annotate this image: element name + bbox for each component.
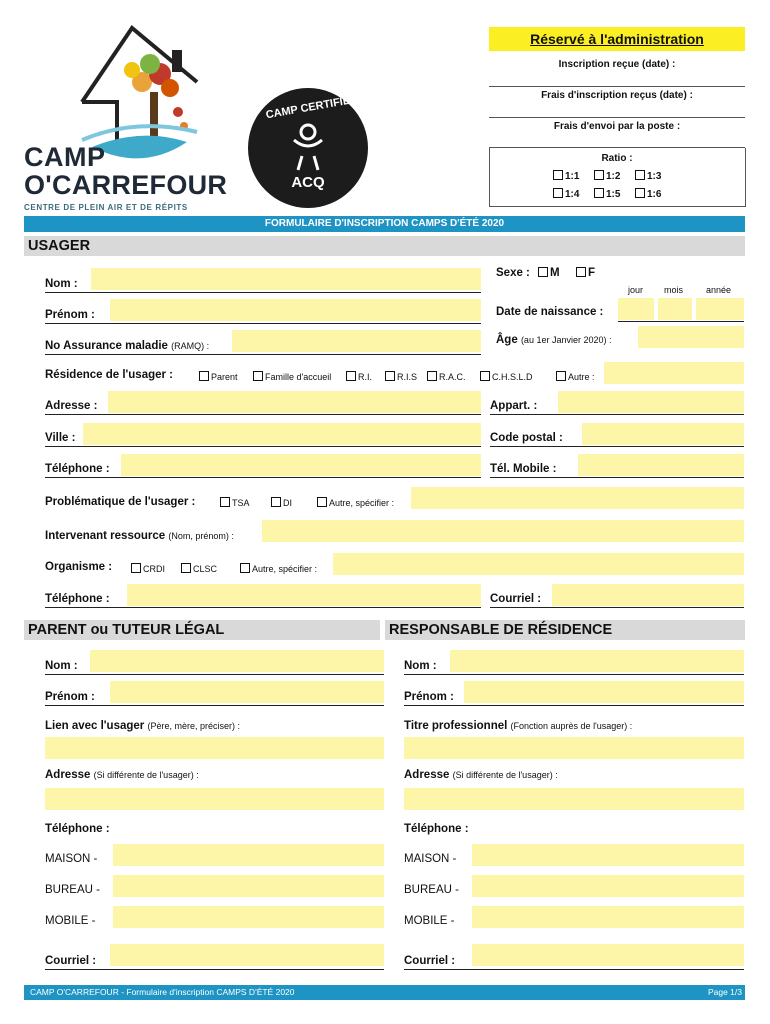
responsable-title: RESPONSABLE DE RÉSIDENCE <box>389 622 613 638</box>
admin-inscription-label: Inscription reçue (date) : <box>558 59 676 70</box>
admin-frais-recus-label: Frais d'inscription reçus (date) : <box>541 90 693 101</box>
resp-bureau-label: BUREAU - <box>404 884 459 896</box>
residence-ris-option[interactable] <box>385 371 417 382</box>
ratio-1-5-label: 1:5 <box>606 189 621 200</box>
admin-ratio-label: Ratio : <box>601 153 633 164</box>
telephone2-line <box>45 607 481 608</box>
naissance-jour-field[interactable] <box>618 298 654 320</box>
organisme-autre-option[interactable] <box>240 563 317 574</box>
usager-nom-label: Nom : <box>45 278 78 290</box>
adresse-line <box>45 414 481 415</box>
parent-nom-label: Nom : <box>45 660 78 672</box>
problematique-label: Problématique de l'usager : <box>45 496 196 508</box>
footer-left-text: CAMP O'CARREFOUR - Formulaire d'inscription CAMPS D'ÉTÉ 2020 <box>30 987 295 997</box>
telephone2-field[interactable] <box>127 584 481 606</box>
ramq-line <box>45 354 481 355</box>
residence-famille-option[interactable] <box>253 371 331 382</box>
titre-label-text: Titre professionnel <box>404 720 508 732</box>
resp-telephone-label: Téléphone : <box>404 823 469 835</box>
parent-title: PARENT ou TUTEUR LÉGAL <box>28 622 225 638</box>
intervenant-label <box>45 530 234 542</box>
person-arms-up-icon <box>288 122 328 172</box>
camp-logo <box>22 22 228 222</box>
adresse-label: Adresse : <box>45 400 98 412</box>
badge-certified-text: CAMP CERTIFIÉ <box>264 94 352 122</box>
age-label-text: Âge <box>496 334 518 346</box>
checkbox-icon <box>635 188 645 198</box>
checkbox-icon <box>553 188 563 198</box>
sexe-label <box>496 267 530 279</box>
ratio-1-3[interactable] <box>635 170 661 182</box>
checkbox-icon <box>253 371 263 381</box>
checkbox-icon <box>480 371 490 381</box>
parent-maison-label: MAISON - <box>45 853 98 865</box>
sexe-f-label: F <box>588 267 596 279</box>
resp-adresse-label-small: (Si différente de l'usager) : <box>452 770 558 780</box>
residence-famille-label: Famille d'accueil <box>265 372 332 382</box>
code-postal-field[interactable] <box>582 423 744 445</box>
checkbox-icon <box>346 371 356 381</box>
checkbox-icon <box>220 497 230 507</box>
appart-line <box>490 414 744 415</box>
ratio-1-1[interactable] <box>553 170 579 182</box>
lien-label-text: Lien avec l'usager <box>45 720 145 732</box>
resp-prenom-line <box>404 705 744 706</box>
problematique-autre-option[interactable] <box>317 497 394 508</box>
code-postal-label: Code postal : <box>490 432 563 444</box>
ratio-1-4[interactable] <box>553 188 579 200</box>
resp-adresse-label <box>404 769 558 781</box>
checkbox-icon <box>317 497 327 507</box>
checkbox-icon <box>635 170 645 180</box>
checkbox-icon <box>240 563 250 573</box>
parent-courriel-line <box>45 969 384 970</box>
ramq-label <box>45 340 209 352</box>
resp-nom-field[interactable] <box>450 650 744 672</box>
sexe-m-option[interactable] <box>538 267 560 279</box>
residence-chsld-label: C.H.S.L.D <box>492 372 533 382</box>
jour-label: jour <box>628 285 644 295</box>
parent-prenom-line <box>45 705 384 706</box>
certified-badge <box>248 88 368 208</box>
usager-section-bar <box>24 236 745 256</box>
residence-ri-option[interactable] <box>346 371 372 382</box>
ratio-1-5[interactable] <box>594 188 620 200</box>
telephone-line <box>45 477 481 478</box>
tel-mobile-label: Tél. Mobile : <box>490 463 557 475</box>
intervenant-label-text: Intervenant ressource <box>45 530 166 542</box>
ratio-1-6[interactable] <box>635 188 661 200</box>
problematique-autre-field[interactable] <box>411 487 744 509</box>
parent-prenom-label: Prénom : <box>45 691 95 703</box>
parent-telephone-label: Téléphone : <box>45 823 110 835</box>
checkbox-icon <box>271 497 281 507</box>
lien-field[interactable] <box>45 737 384 759</box>
ratio-1-2-label: 1:2 <box>606 171 621 182</box>
admin-frais-envoi-label: Frais d'envoi par la poste : <box>553 121 681 132</box>
residence-ris-label: R.I.S <box>397 372 418 382</box>
logo-camp: CAMP <box>24 142 106 172</box>
residence-autre-option[interactable] <box>556 371 595 382</box>
sexe-m-label: M <box>550 267 560 279</box>
residence-ri-label: R.I. <box>358 372 373 382</box>
residence-chsld-option[interactable] <box>480 371 533 382</box>
resp-courriel-line <box>404 969 744 970</box>
footer-page-number: Page 1/3 <box>707 987 742 997</box>
admin-title: Réservé à l'administration <box>530 31 704 47</box>
mois-label: mois <box>664 285 684 295</box>
tel-mobile-line <box>490 477 744 478</box>
parent-adresse-label-text: Adresse <box>45 769 91 781</box>
intervenant-label-small: (Nom, prénom) : <box>168 531 234 541</box>
courriel-field[interactable] <box>552 584 744 606</box>
admin-inscription-line[interactable] <box>489 86 745 87</box>
courriel-label: Courriel : <box>490 593 542 605</box>
telephone-label: Téléphone : <box>45 463 110 475</box>
intervenant-field[interactable] <box>262 520 744 542</box>
telephone2-label: Téléphone : <box>45 593 110 605</box>
resp-adresse-field[interactable] <box>404 788 744 810</box>
sexe-label-text: Sexe : <box>496 267 530 279</box>
checkbox-icon <box>553 170 563 180</box>
ramq-label-text: No Assurance maladie <box>45 340 168 352</box>
problematique-tsa-label: TSA <box>232 498 250 508</box>
usager-nom-field[interactable] <box>91 268 481 290</box>
naissance-annee-field[interactable] <box>696 298 744 320</box>
titre-label-small: (Fonction auprès de l'usager) : <box>510 721 633 731</box>
resp-mobile-field[interactable] <box>472 906 744 928</box>
parent-adresse-label <box>45 769 199 781</box>
resp-nom-label: Nom : <box>404 660 437 672</box>
parent-bureau-label: BUREAU - <box>45 884 100 896</box>
parent-adresse-label-small: (Si différente de l'usager) : <box>93 770 199 780</box>
problematique-di-option[interactable] <box>271 497 292 508</box>
parent-nom-line <box>45 674 384 675</box>
resp-nom-line <box>404 674 744 675</box>
resp-bureau-field[interactable] <box>472 875 744 897</box>
resp-maison-label: MAISON - <box>404 853 457 865</box>
usager-prenom-label: Prénom : <box>45 309 95 321</box>
appart-field[interactable] <box>558 391 744 413</box>
ratio-1-3-label: 1:3 <box>647 171 662 182</box>
resp-adresse-label-text: Adresse <box>404 769 450 781</box>
organisme-crdi-option[interactable] <box>131 563 165 574</box>
adresse-field[interactable] <box>108 391 481 413</box>
problematique-tsa-option[interactable] <box>220 497 250 508</box>
tel-mobile-field[interactable] <box>578 454 744 476</box>
parent-nom-field[interactable] <box>90 650 384 672</box>
checkbox-icon <box>538 267 548 277</box>
checkbox-icon <box>199 371 209 381</box>
ratio-1-2[interactable] <box>594 170 620 182</box>
usager-prenom-line <box>45 323 481 324</box>
titre-label <box>404 720 632 732</box>
problematique-di-label: DI <box>283 498 292 508</box>
age-label <box>496 334 612 346</box>
organisme-crdi-label: CRDI <box>143 564 165 574</box>
date-naissance-label: Date de naissance : <box>496 306 604 318</box>
titre-field[interactable] <box>404 737 744 759</box>
ratio-1-4-label: 1:4 <box>565 189 580 200</box>
courriel-line <box>490 607 744 608</box>
organisme-label: Organisme : <box>45 561 113 573</box>
ratio-1-1-label: 1:1 <box>565 171 580 182</box>
parent-mobile-field[interactable] <box>113 906 384 928</box>
resp-mobile-label: MOBILE - <box>404 915 455 927</box>
parent-courriel-label: Courriel : <box>45 955 97 967</box>
lien-label <box>45 720 240 732</box>
usager-prenom-field[interactable] <box>110 299 481 321</box>
parent-adresse-field[interactable] <box>45 788 384 810</box>
resp-courriel-field[interactable] <box>472 944 744 966</box>
lien-label-small: (Père, mère, préciser) : <box>147 721 240 731</box>
resp-maison-field[interactable] <box>472 844 744 866</box>
appart-label: Appart. : <box>490 400 538 412</box>
resp-prenom-field[interactable] <box>464 681 744 703</box>
usager-title: USAGER <box>28 238 91 254</box>
logo-tagline: CENTRE DE PLEIN AIR ET DE RÉPITS <box>24 203 188 212</box>
resp-prenom-label: Prénom : <box>404 691 454 703</box>
residence-parent-label: Parent <box>211 372 238 382</box>
naissance-mois-field[interactable] <box>658 298 692 320</box>
parent-mobile-label: MOBILE - <box>45 915 96 927</box>
sexe-f-option[interactable] <box>576 267 595 279</box>
resp-courriel-label: Courriel : <box>404 955 456 967</box>
checkbox-icon <box>385 371 395 381</box>
checkbox-icon <box>427 371 437 381</box>
organisme-clsc-option[interactable] <box>181 563 217 574</box>
age-field[interactable] <box>638 326 744 348</box>
checkbox-icon <box>131 563 141 573</box>
naissance-line <box>618 321 744 322</box>
organisme-clsc-label: CLSC <box>193 564 218 574</box>
form-title: FORMULAIRE D'INSCRIPTION CAMPS D'ÉTÉ 2020 <box>264 218 505 229</box>
organisme-autre-field[interactable] <box>333 553 744 575</box>
parent-bureau-field[interactable] <box>113 875 384 897</box>
checkbox-icon <box>181 563 191 573</box>
residence-autre-label: Autre : <box>568 372 595 382</box>
parent-courriel-field[interactable] <box>110 944 384 966</box>
checkbox-icon <box>594 170 604 180</box>
code-postal-line <box>490 446 744 447</box>
ramq-field[interactable] <box>232 330 481 352</box>
logo-ocarrefour: O'CARREFOUR <box>24 170 228 200</box>
ramq-label-small: (RAMQ) : <box>171 341 210 351</box>
telephone-field[interactable] <box>121 454 481 476</box>
checkbox-icon <box>594 188 604 198</box>
parent-prenom-field[interactable] <box>110 681 384 703</box>
residence-label: Résidence de l'usager : <box>45 369 174 381</box>
ville-label: Ville : <box>45 432 76 444</box>
ville-field[interactable] <box>83 423 481 445</box>
problematique-autre-label: Autre, spécifier : <box>329 498 395 508</box>
age-label-small: (au 1er Janvier 2020) : <box>520 335 612 345</box>
residence-rac-option[interactable] <box>427 371 466 382</box>
admin-frais-recus-line[interactable] <box>489 117 745 118</box>
badge-acq-text: ACQ <box>291 174 325 191</box>
residence-rac-label: R.A.C. <box>439 372 466 382</box>
annee-label: année <box>706 285 732 295</box>
residence-autre-field[interactable] <box>604 362 744 384</box>
ville-line <box>45 446 481 447</box>
organisme-autre-label: Autre, spécifier : <box>252 564 318 574</box>
parent-maison-field[interactable] <box>113 844 384 866</box>
usager-nom-line <box>45 292 481 293</box>
residence-parent-option[interactable] <box>199 371 238 382</box>
checkbox-icon <box>556 371 566 381</box>
ratio-1-6-label: 1:6 <box>647 189 662 200</box>
checkbox-icon <box>576 267 586 277</box>
